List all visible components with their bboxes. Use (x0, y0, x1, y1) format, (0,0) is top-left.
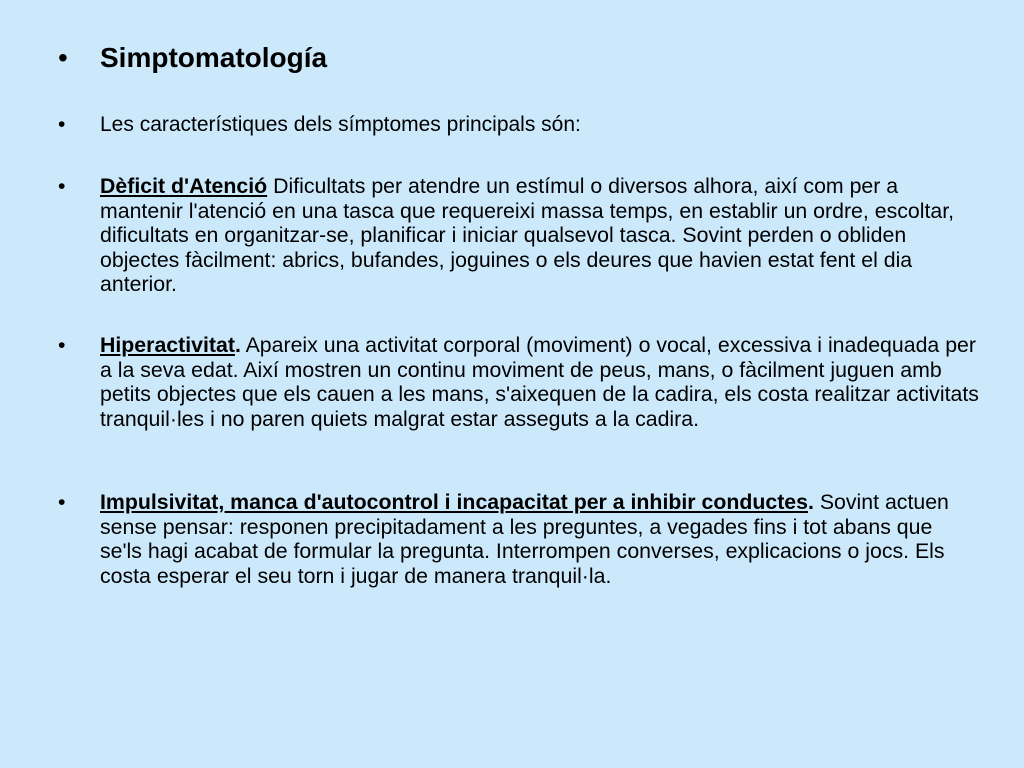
term-suffix: . (808, 490, 814, 514)
term-suffix: . (234, 333, 241, 357)
description-impulsivity: Sovint actuen sense pensar: responen precipitadament a les preguntes, a vegades fins i tot abans que se'ls hagi acabat de formular la pregunta. Interrompen converses, explicacions o jocs. Els costa esperar el seu torn i jugar de manera tranquil·la. (100, 490, 949, 588)
description-attention-deficit: Dificultats per atendre un estímul o diversos alhora, així com per a mantenir l'atenció en una tasca que requereixi massa temps, en establir un ordre, escoltar, dificultats en organitzar-se, planificar i iniciar qualsevol tasca. Sovint perden o obliden objectes fàcilment: abrics, bufandes, joguines o els deures que havien estat fent el dia anterior. (100, 174, 955, 296)
bullet-dot: • (58, 174, 66, 198)
bullet-dot: • (58, 490, 66, 514)
bullet-body (100, 490, 980, 588)
description-hyperactivity: Apareix una activitat corporal (moviment) o vocal, excessiva i inadequada per a la seva edat. Així mostren un continu moviment de peus, mans, o fàcilment juguen amb petits objectes que els cauen a les mans, s'aixequen de la cadira, els costa realitzar activitats tranquil·les i no paren quiets malgrat estar asseguts a la cadira. (100, 333, 979, 431)
slide-title: Simptomatología (100, 42, 328, 73)
bullet-body (100, 174, 980, 297)
term-attention-deficit: Dèficit d'Atenció (100, 174, 268, 198)
bullet-dot: • (58, 42, 68, 73)
bullet-dot: • (58, 333, 66, 357)
term-impulsivity: Impulsivitat, manca d'autocontrol i incapacitat per a inhibir conductes (100, 490, 808, 514)
term-hyperactivity: Hiperactivitat (100, 333, 235, 357)
bullet-body (100, 333, 980, 431)
intro-text: Les característiques dels símptomes principals són: (100, 113, 581, 136)
bullet-dot: • (58, 113, 66, 136)
